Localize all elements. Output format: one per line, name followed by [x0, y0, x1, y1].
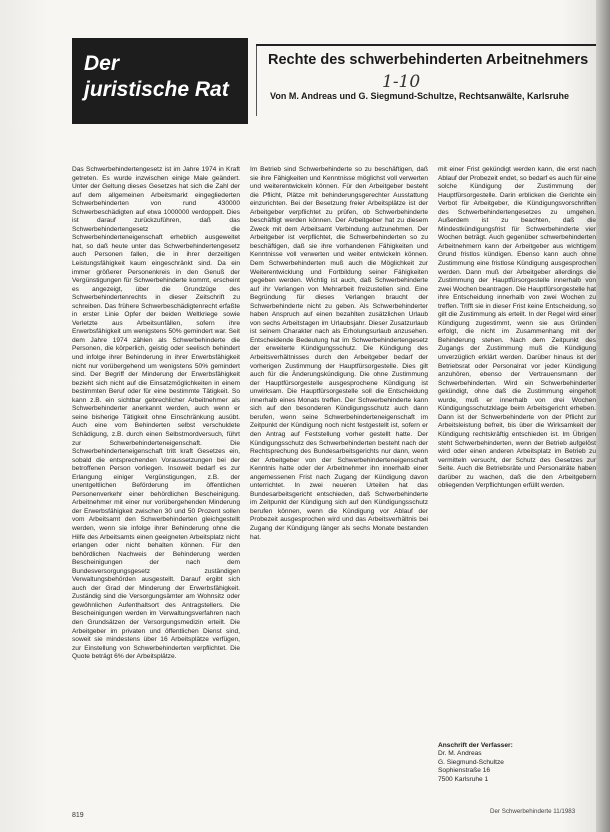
page-binding-shadow: [596, 0, 610, 832]
column-text: Im Betrieb sind Schwerbehinderte so zu beschäftigen, daß sie ihre Fähigkeiten und Kenntnisse möglichst voll verwerten und weiterentwickeln können. Für den Arbeitgeber besteht die Pflicht, Plätze mit behinderungsgerechter Ausstattung einzurichten. Bei der Besetzung freier Arbeitsplätze ist der Arbeitgeber verpflichtet zu prüfen, ob Schwerbehinderte beschäftigt werden können. Der Arbeitgeber hat zu diesem Zweck mit dem Arbeitsamt Verbindung aufzunehmen. Der Arbeitgeber ist verpflichtet, die Schwerbehinderten so zu beschäftigen, daß sie ihre vorhandenen Fähigkeiten und Kenntnisse voll verwerten und weiter entwickeln können. Dem Schwerbehinderten muß auch die Möglichkeit zur Weiterentwicklung und Fortbildung seiner Fähigkeiten gegeben werden. Wichtig ist auch, daß Schwerbehinderte auf ihr Verlangen von Mehrarbeit freizustellen sind. Eine Begründung für dieses Verlangen braucht der Schwerbehinderte nicht zu geben. Als Schwerbehinderter haben Anspruch auf einen bezahlten zusätzlichen Urlaub von sechs Arbeitstagen im Urlaubsjahr. Dieser Zusatzurlaub ist seinem Charakter nach als Erholungsurlaub anzusehen. Entscheidende Bedeutung hat im Schwerbehindertengesetz der erweiterte Kündigungsschutz. Die Kündigung des Arbeitsverhältnisses durch den Arbeitgeber bedarf der vorherigen Zustimmung der Hauptfürsorgestelle. Dies gilt auch für die Änderungskündigung. Die ohne Zustimmung der Hauptfürsorgestelle ausgesprochene Kündigung ist unwirksam. Die Hauptfürsorgestelle soll die Entscheidung innerhalb eines Monats treffen. Der Schwerbehinderte kann sich auf den besonderen Kündigungsschutz auch dann berufen, wenn seine Schwerbehinderteneigenschaft im Zeitpunkt der Kündigung noch nicht festgestellt ist, sofern er den Antrag auf Feststellung vorher gestellt hatte. Der Kündigungsschutz des Schwerbehinderten besteht nach der Rechtsprechung des Bundesarbeitsgerichts nur dann, wenn der Arbeitgeber von der Schwerbehinderteneigenschaft Kenntnis hatte oder der Arbeitnehmer ihn innerhalb einer angemessenen Frist nach Zugang der Kündigung davon unterrichtet. In zwei neueren Urteilen hat das Bundesarbeitsgericht entschieden, daß Schwerbehinderte im Zeitpunkt der Kündigung sich auf den Kündigungsschutz berufen können, wenn die Kündigung vor Ablauf der Probezeit ausgesprochen wird und das Arbeitsverhältnis bei Zugang der Kündigung länger als sechs Monate bestanden hat.: [250, 166, 428, 541]
column-text: mit einer Frist gekündigt werden kann, die erst nach Ablauf der Probezeit endet, so bedarf es auch für eine solche Kündigung der Zustimmung der Hauptfürsorgestelle. Darin erblicken die Gerichte ein Verbot für Arbeitgeber, die Kündigungsvorschriften des Schwerbehindertengesetzes zu umgehen. Außerdem ist zu beachten, daß die Mindestkündigungsfrist für Schwerbehinderte vier Wochen beträgt. Auch gegenüber schwerbehinderten Arbeitnehmern kann der Arbeitgeber aus wichtigem Grund fristlos kündigen. Ebenso kann auch ohne Zustimmung eine fristlose Kündigung ausgesprochen werden. Dann muß der Arbeitgeber allerdings die Zustimmung der Hauptfürsorgestelle innerhalb von zwei Wochen beantragen. Die Hauptfürsorgestelle hat ihre Entscheidung innerhalb von zwei Wochen zu treffen. Trifft sie in dieser Frist keine Entscheidung, so gilt die Zustimmung als erteilt. In der Regel wird einer Kündigung zugestimmt, wenn sie aus Gründen erfolgt, die nicht im Zusammenhang mit der Behinderung stehen. Nach dem Zeitpunkt des Zugangs der Zustimmung muß die Kündigung unverzüglich erklärt werden. Darüber hinaus ist der Betriebsrat oder Personalrat vor jeder Kündigung anzuhören, ebenso der Vertrauensmann der Schwerbehinderten. Wird ein Schwerbehinderter gekündigt, ohne daß die Zustimmung eingeholt wurde, muß er innerhalb von drei Wochen Kündigungsschutzklage beim Arbeitsgericht erheben. Dann ist der Schwerbehinderte von der Pflicht zur Arbeitsleistung befreit, bis über die Wirksamkeit der Kündigung rechtskräftig entschieden ist. Im Übrigen steht Schwerbehinderten, wenn der Betrieb aufgelöst wird oder einen anderen Arbeitsplatz im Betrieb zu vermitteln versucht, der Schutz des Gesetzes zur Seite. Auch die Betriebsräte und Personalräte haben darüber zu wachen, daß die den Arbeitgebern obliegenden Verpflichtungen erfüllt werden.: [438, 166, 596, 490]
address-line: Sophienstraße 16: [438, 767, 491, 775]
address-line: G. Siegmund-Schultze: [438, 758, 504, 766]
text-column-2: [250, 166, 428, 794]
header-rule: [256, 44, 596, 46]
header-frame-line: [256, 44, 257, 116]
journal-footer: Der Schwerbehinderte 11/1983: [490, 808, 576, 815]
handwritten-note: 1-10: [382, 72, 421, 92]
address-line: Dr. M. Andreas: [438, 750, 482, 758]
rubric-line-2: juristische Rat: [84, 78, 229, 101]
text-column-1: [72, 166, 240, 824]
author-address: [438, 742, 596, 784]
article-title: Rechte des schwerbehinderten Arbeitnehmers: [268, 52, 589, 68]
text-column-3: [438, 166, 596, 556]
rubric-line-1: Der: [84, 52, 120, 75]
column-text: Das Schwerbehindertengesetz ist im Jahre 1974 in Kraft getreten. Es wurde inzwischen einige Male geändert. Unter der Geltung dieses Gesetzes hat sich die Zahl der auf dem allgemeinen Arbeitsmarkt eingegliederten Schwerbehinderten von rund 430000 Schwerbeschädigten auf etwa 1000000 verdoppelt. Dies ist darauf zurückzuführen, daß das Schwerbehindertengesetz die Schwerbehinderteneigenschaft erheblich ausgeweitet hat, so daß heute unter das Schwerbehindertengesetz auch Personen fallen, die in ihrer derzeitigen Leistungsfähigkeit kaum eingeschränkt sind. Da ein immer größerer Personenkreis in den Genuß der Vergünstigungen für Schwerbehinderte kommt, erscheint es angezeigt, über die Grundzüge des Schwerbehindertenrechts in dieser Zeitschrift zu schreiben. Das frühere Schwerbeschädigtenrecht erfaßte in erster Linie Opfer der beiden Weltkriege sowie Verletzte aus Arbeitsunfällen, sofern ihre Erwerbsfähigkeit um wenigstens 50% gemindert war. Seit dem Jahre 1974 zählen als Schwerbehinderte die Personen, die körperlich, geistig oder seelisch behindert und infolge ihrer Behinderung in ihrer Erwerbsfähigkeit nicht nur vorübergehend um wenigstens 50% gemindert sind. Der Begriff der Minderung der Erwerbsfähigkeit bezieht sich nicht auf die Einsatzmöglichkeiten in einem bestimmten Beruf oder für eine bestimmte Tätigkeit. So kann z.B. ein sichtbar gebrechlicher Arbeitnehmer als Schwerbehinderter anerkannt werden, auch wenn er seine bisherige Tätigkeit ohne Einschränkung ausübt. Auch eine vom Behinderten selbst verschuldete Schädigung, z.B. durch einen Selbstmordversuch, führt zur Schwerbehinderteneigenschaft. Die Schwerbehinderteneigenschaft tritt kraft Gesetzes ein, sobald die entsprechenden Voraussetzungen bei der betroffenen Person vorliegen. Insoweit bedarf es zur Erlangung einiger Vergünstigungen, z.B. der unentgeltlichen Beförderung im öffentlichen Personenverkehr einer behördlichen Bescheinigung. Arbeitnehmer mit einer nur vorübergehenden Minderung der Erwerbsfähigkeit zwischen 30 und 50 Prozent sollen vom Arbeitsamt den Schwerbehinderten gleichgestellt werden, wenn sie infolge ihrer Behinderung ohne die Hilfe des Arbeitsamts einen geeigneten Arbeitsplatz nicht erlangen oder nicht behalten können. Für den behördlichen Nachweis der Behinderung werden Bescheinigungen der nach dem Bundesversorgungsgesetz zuständigen Verwaltungsbehörden ausgestellt. Darauf ergibt sich auch der Grad der Minderung der Erwerbsfähigkeit. Zuständig sind die Versorgungsämter am Wohnsitz oder gewöhnlichen Aufenthaltsort des Antragstellers. Die Bescheinigungen werden im Verwaltungsverfahren nach den Grundsätzen der Versorgungsmedizin erteilt. Die Arbeitgeber im privaten und öffentlichen Dienst sind, soweit sie mindestens über 16 Arbeitsplätze verfügen, zur Einstellung von Schwerbehinderten verpflichtet. Die Quote beträgt 6% der Arbeitsplätze.: [72, 166, 240, 661]
rubric-box: [72, 38, 248, 124]
address-line: 7500 Karlsruhe 1: [438, 775, 489, 783]
address-heading: Anschrift der Verfasser:: [438, 742, 513, 749]
byline: Von M. Andreas und G. Siegmund-Schultze, Rechtsanwälte, Karlsruhe: [270, 91, 570, 101]
page-number: 819: [72, 812, 84, 819]
